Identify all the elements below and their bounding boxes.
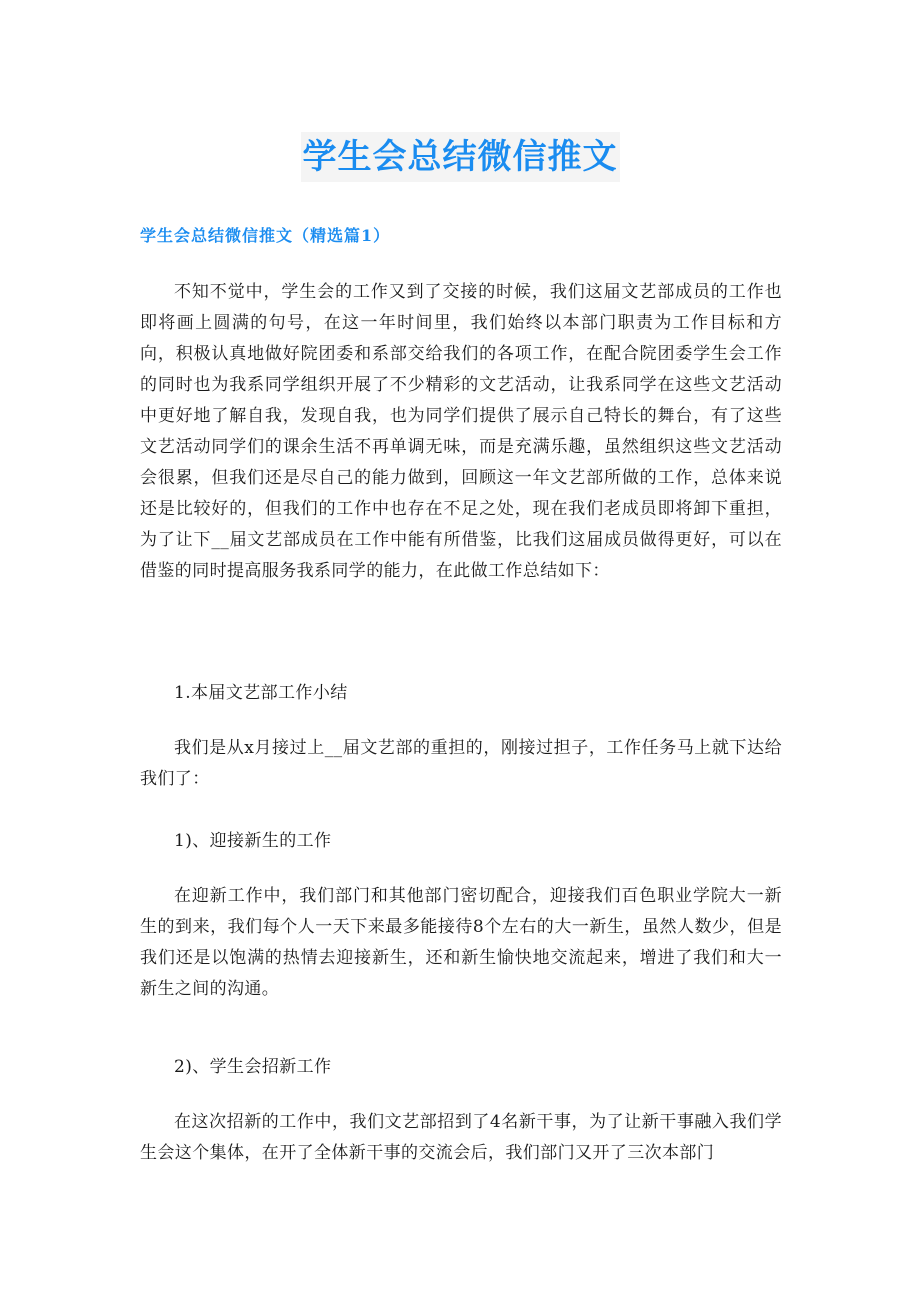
- section-heading-3: 2)、学生会招新工作: [174, 1057, 332, 1077]
- heading-1-block: [140, 678, 782, 709]
- document-title: 学生会总结微信推文: [301, 132, 620, 182]
- section-heading-2: 1)、迎接新生的工作: [174, 831, 332, 851]
- paragraph-2: 我们是从x月接过上__届文艺部的重担的，刚接过担子，工作任务马上就下达给我们了：: [140, 738, 782, 789]
- paragraph-3-block: [140, 881, 782, 1005]
- paragraph-2-block: [140, 733, 782, 795]
- section-subtitle: 学生会总结微信推文（精选篇1）: [140, 226, 391, 245]
- paragraph-3: 在迎新工作中，我们部门和其他部门密切配合，迎接我们百色职业学院大一新生的到来，我们每个人一天下来最多能接待8个左右的大一新生，虽然人数少，但是我们还是以饱满的热情去迎接新生，还和新生愉快地交流起来，增进了我们和大一新生之间的沟通。: [140, 886, 782, 999]
- paragraph-4-block: [140, 1107, 782, 1169]
- intro-paragraph: 不知不觉中，学生会的工作又到了交接的时候，我们这届文艺部成员的工作也即将画上圆满的句号，在这一年时间里，我们始终以本部门职责为工作目标和方向，积极认真地做好院团委和系部交给我们的各项工作，在配合院团委学生会工作的同时也为我系同学组织开展了不少精彩的文艺活动，让我系同学在这些文艺活动中更好地了解自我，发现自我，也为同学们提供了展示自己特长的舞台，有了这些文艺活动同学们的课余生活不再单调无味，而是充满乐趣，虽然组织这些文艺活动会很累，但我们还是尽自己的能力做到，回顾这一年文艺部所做的工作，总体来说还是比较好的，但我们的工作中也存在不足之处，现在我们老成员即将卸下重担，为了让下__届文艺部成员在工作中能有所借鉴，比我们这届成员做得更好，可以在借鉴的同时提高服务我系同学的能力，在此做工作总结如下：: [140, 282, 782, 581]
- intro-paragraph-block: [140, 277, 782, 587]
- heading-2-block: [140, 826, 782, 857]
- paragraph-4: 在这次招新的工作中，我们文艺部招到了4名新干事，为了让新干事融入我们学生会这个集体，在开了全体新干事的交流会后，我们部门又开了三次本部门: [140, 1112, 782, 1163]
- section-heading-1: 1.本届文艺部工作小结: [174, 683, 348, 703]
- heading-3-block: [140, 1052, 782, 1083]
- title-container: [0, 132, 920, 182]
